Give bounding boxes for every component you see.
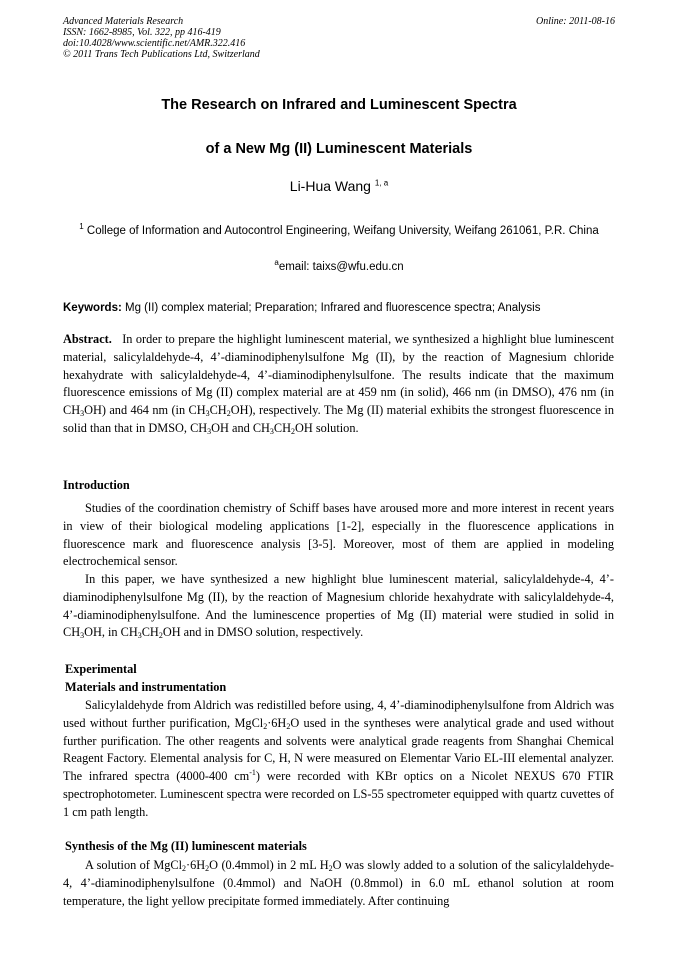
- abstract-text: OH) and 464 nm (in CH: [84, 403, 206, 418]
- doi-line: doi:10.4028/www.scientific.net/AMR.322.416: [63, 38, 246, 49]
- keywords-label: Keywords:: [63, 302, 122, 314]
- issn-line: ISSN: 1662-8985, Vol. 322, pp 416-419: [63, 27, 221, 38]
- abstract-text: OH and CH: [211, 420, 270, 435]
- author-affiliation-mark: 1, a: [374, 178, 389, 188]
- abstract-text: OH), respectively. The Mg (II) material exhibits the strongest fluorescence in solid than that in DMSO, CH: [63, 403, 614, 435]
- abstract-text: In order to prepare the highlight luminescent material, we synthesized a highlight blue luminescent material, salicylaldehyde-4, 4’-diaminodiphenylsulfone Mg (II), by the reaction of Magnesium chloride hexahydrate with salicylaldehyde-4, 4’-diaminodiphenylsulfone. The results indicate that the maximum fluorescence emissions of Mg (II) complex material are at 459 nm (in solid), 466 nm (in DMSO), 476 nm (in CH: [63, 332, 614, 418]
- subscript: 2: [158, 631, 163, 641]
- email-text: email: taixs@wfu.edu.cn: [278, 260, 404, 273]
- paragraph-text: O used in the syntheses were analytical grade and used without further purification. The other reagents and solvents were analytical grade reagents from Shanghai Chemical Reagent Factory. Elemental analysis for C, H, N were measured on Elementar Vario EL-III elemental analyzer. The infrared spectra (4000-400 cm: [63, 715, 614, 784]
- paper-title-line-2: of a New Mg (II) Luminescent Materials: [205, 141, 473, 157]
- subscript: 3: [137, 631, 142, 641]
- introduction-paragraph-1: Studies of the coordination chemistry of Schiff bases have aroused more and more interest in recent years in view of their biological modeling applications [1-2], especially in the fluorescence applications in fluorescence mark and fluorescence analysis [3-5]. Moreover, most of them are applied in modeling electrochemical sensor.: [63, 501, 614, 569]
- paragraph-text: Salicylaldehyde from Aldrich was redistilled before using, 4, 4’-diaminodiphenylsulfone from Aldrich was used without further purification, MgCl: [63, 698, 614, 730]
- introduction-heading: Introduction: [63, 478, 130, 492]
- subscript: 2: [263, 721, 268, 731]
- paragraph-text: ) were recorded with KBr optics on a Nicolet NEXUS 670 FTIR spectrophotometer. Luminescent spectra were recorded on LS-55 spectrometer equipped with quartz cuvettes of 1 cm path length.: [63, 769, 614, 819]
- affiliation-mark: 1: [79, 222, 84, 231]
- subscript: 3: [80, 409, 85, 419]
- abstract-text: CH: [273, 420, 291, 435]
- journal-name: Advanced Materials Research: [63, 16, 184, 27]
- author: [40, 178, 638, 194]
- journal-header: [63, 16, 260, 60]
- paragraph-text: In this paper, we have synthesized a new highlight blue luminescent material, salicylaldehyde-4, 4’-diaminodiphenylsulfone Mg (II), by the reaction of Magnesium chloride hexahydrate with salicylaldehyde-4, 4’-diaminodiphenylsulfone. And the luminescence properties of Mg (II) material were studied in solid in CH: [63, 572, 614, 640]
- materials-paragraph: [63, 697, 614, 822]
- subscript: 2: [226, 409, 231, 419]
- materials-subheading: Materials and instrumentation: [65, 680, 227, 694]
- superscript: -1: [249, 768, 256, 778]
- keywords: [63, 302, 623, 314]
- affiliation-text: College of Information and Autocontrol Engineering, Weifang University, Weifang 261061, P.R. China: [86, 224, 599, 237]
- subscript: 3: [207, 426, 212, 436]
- abstract-text: CH: [209, 403, 227, 418]
- online-date: Online: 2011-08-16: [536, 16, 615, 27]
- paragraph-text: OH, in CH: [84, 625, 138, 640]
- subscript: 3: [80, 631, 85, 641]
- paragraph-text: A solution of MgCl: [85, 858, 183, 872]
- abstract: [63, 331, 614, 438]
- subscript: 2: [286, 721, 291, 731]
- affiliation: [70, 217, 608, 241]
- synthesis-paragraph: [63, 857, 614, 910]
- paragraph-text: CH: [141, 625, 159, 640]
- introduction-paragraph-2: [63, 571, 614, 642]
- copyright-line: © 2011 Trans Tech Publications Ltd, Switzerland: [63, 49, 260, 60]
- paragraph-text: ·6H: [267, 715, 287, 730]
- paragraph-text: O was slowly added to a solution of the salicylaldehyde-4, 4’-diaminodiphenylsulfone (0.4mmol) and NaOH (0.8mmol) in 6.0 mL ethanol solution at room temperature, the light yellow precipitate formed immediately. After continuing: [63, 858, 614, 908]
- subscript: 2: [182, 864, 187, 873]
- email: [40, 258, 638, 273]
- abstract-text: OH solution.: [295, 420, 359, 435]
- paragraph-text: OH and in DMSO solution, respectively.: [162, 625, 364, 640]
- subscript: 2: [205, 864, 210, 873]
- author-name: Li-Hua Wang: [289, 178, 371, 194]
- paper-title-line-1: The Research on Infrared and Luminescent Spectra: [161, 97, 517, 113]
- subscript: 3: [269, 426, 274, 436]
- keywords-text: Mg (II) complex material; Preparation; Infrared and fluorescence spectra; Analysis: [125, 302, 541, 314]
- email-mark: a: [274, 258, 279, 267]
- abstract-label: Abstract.: [63, 332, 112, 346]
- subscript: 2: [328, 864, 333, 873]
- synthesis-heading: Synthesis of the Mg (II) luminescent materials: [65, 839, 307, 853]
- paragraph-text: O (0.4mmol) in 2 mL H: [209, 858, 329, 872]
- paragraph-text: ·6H: [186, 858, 206, 872]
- experimental-heading: Experimental: [65, 662, 137, 676]
- subscript: 3: [205, 409, 210, 419]
- subscript: 2: [291, 426, 295, 436]
